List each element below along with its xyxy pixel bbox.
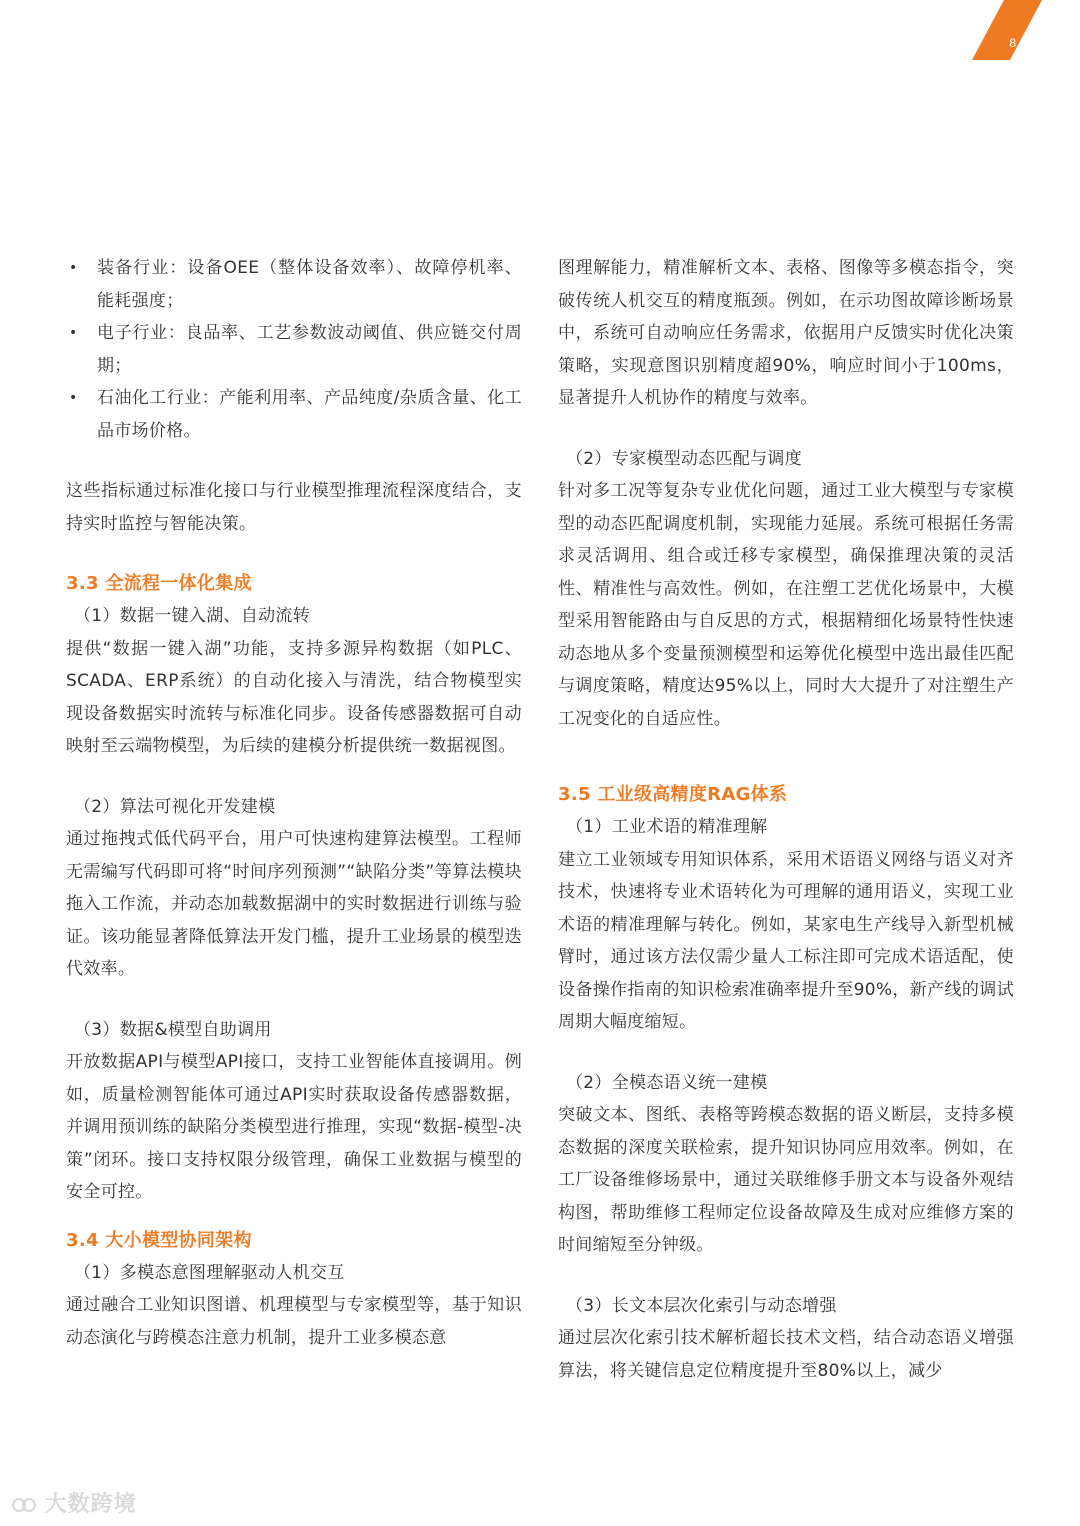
watermark: [12, 1487, 137, 1518]
subsection-title: （2）专家模型动态匹配与调度: [566, 448, 803, 469]
paragraph: 通过拖拽式低代码平台，用户可快速构建算法模型。工程师无需编写代码即可将“时间序列预测”“缺陷分类”等算法模块拖入工作流，并动态加载数据湖中的实时数据进行训练与验证。该功能显著降低算法开发门槛，提升工业场景的模型迭代效率。: [66, 829, 522, 979]
subsection-title: （2）算法可视化开发建模: [74, 796, 276, 817]
paragraph: 针对多工况等复杂专业优化问题，通过工业大模型与专家模型的动态匹配调度机制，实现能力延展。系统可根据任务需求灵活调用、组合或迁移专家模型，确保推理决策的灵活性、精准性与高效性。例如，在注塑工艺优化场景中，大模型采用智能路由与自反思的方式，根据精细化场景特性快速动态地从多个变量预测模型和运筹优化模型中选出最佳匹配与调度策略，精度达95%以上，同时大大提升了对注塑生产工况变化的自适应性。: [558, 481, 1014, 729]
subsection-title: （1）工业术语的精准理解: [566, 817, 768, 837]
paragraph: 建立工业领域专用知识体系，采用术语语义网络与语义对齐技术，快速将专业术语转化为可理解的通用语义，实现工业术语的精准理解与转化。例如，某家电生产线导入新型机械臂时，通过该方法仅需少量人工标注即可完成术语适配，使设备操作指南的知识检索准确率提升至90%，新产线的调试周期大幅度缩短。: [558, 849, 1014, 1032]
left-column: [66, 252, 522, 1354]
subsection-title: （3）数据&模型自助调用: [74, 1019, 272, 1040]
watermark-text: 大数跨境: [44, 1492, 137, 1517]
paragraph: 开放数据API与模型API接口，支持工业智能体直接调用。例如，质量检测智能体可通过API实时获取设备传感器数据，并调用预训练的缺陷分类模型进行推理，实现“数据-模型-决策”闭环。接口支持权限分级管理，确保工业数据与模型的安全可控。: [66, 1052, 522, 1202]
paragraph: 图理解能力，精准解析文本、表格、图像等多模态指令，突破传统人机交互的精度瓶颈。例如，在示功图故障诊断场景中，系统可自动响应任务需求，依据用户反馈实时优化决策策略，实现意图识别精度超90%，响应时间小于100ms，显著提升人机协作的精度与效率。: [558, 258, 1014, 408]
subsection-title: （1）多模态意图理解驱动人机交互: [74, 1262, 345, 1283]
list-item: • 石油化工行业：产能利用率、产品纯度/杂质含量、化工品市场价格。: [66, 382, 522, 447]
page-tab-shape: [960, 0, 1080, 60]
paragraph: 通过融合工业知识图谱、机理模型与专家模型等，基于知识动态演化与跨模态注意力机制，提升工业多模态意: [66, 1295, 522, 1348]
subsection-title: （2）全模态语义统一建模: [566, 1072, 768, 1093]
page-number-tab: [960, 0, 1080, 60]
paragraph: 突破文本、图纸、表格等跨模态数据的语义断层，支持多模态数据的深度关联检索，提升知识协同应用效率。例如，在工厂设备维修场景中，通过关联维修手册文本与设备外观结构图，帮助维修工程师定位设备故障及生成对应维修方案的时间缩短至分钟级。: [558, 1105, 1014, 1255]
paragraph: 通过层次化索引技术解析超长技术文档，结合动态语义增强算法，将关键信息定位精度提升至80%以上，减少: [558, 1328, 1014, 1381]
section-title-3-5: 3.5 工业级高精度RAG体系: [558, 784, 788, 805]
list-item: • 电子行业：良品率、工艺参数波动阈值、供应链交付周期；: [66, 317, 522, 382]
right-column: [558, 252, 1014, 1387]
paragraph: 提供“数据一键入湖”功能，支持多源异构数据（如PLC、SCADA、ERP系统）的自动化接入与清洗，结合物模型实现设备数据实时流转与标准化同步。设备传感器数据可自动映射至云端物模型，为后续的建模分析提供统一数据视图。: [66, 638, 522, 756]
page-number: 8: [1009, 36, 1016, 50]
industry-indicator-list: [66, 252, 522, 447]
watermark-logo-icon: [12, 1495, 36, 1515]
section-title-3-4: 3.4 大小模型协同架构: [66, 1229, 252, 1251]
subsection-title: （3）长文本层次化索引与动态增强: [566, 1295, 837, 1316]
summary-paragraph: 这些指标通过标准化接口与行业模型推理流程深度结合，支持实时监控与智能决策。: [66, 481, 522, 534]
subsection-title: （1）数据一键入湖、自动流转: [74, 606, 311, 626]
section-title-3-3: 3.3 全流程一体化集成: [66, 573, 252, 594]
list-item: • 装备行业：设备OEE（整体设备效率）、故障停机率、能耗强度；: [66, 252, 522, 317]
